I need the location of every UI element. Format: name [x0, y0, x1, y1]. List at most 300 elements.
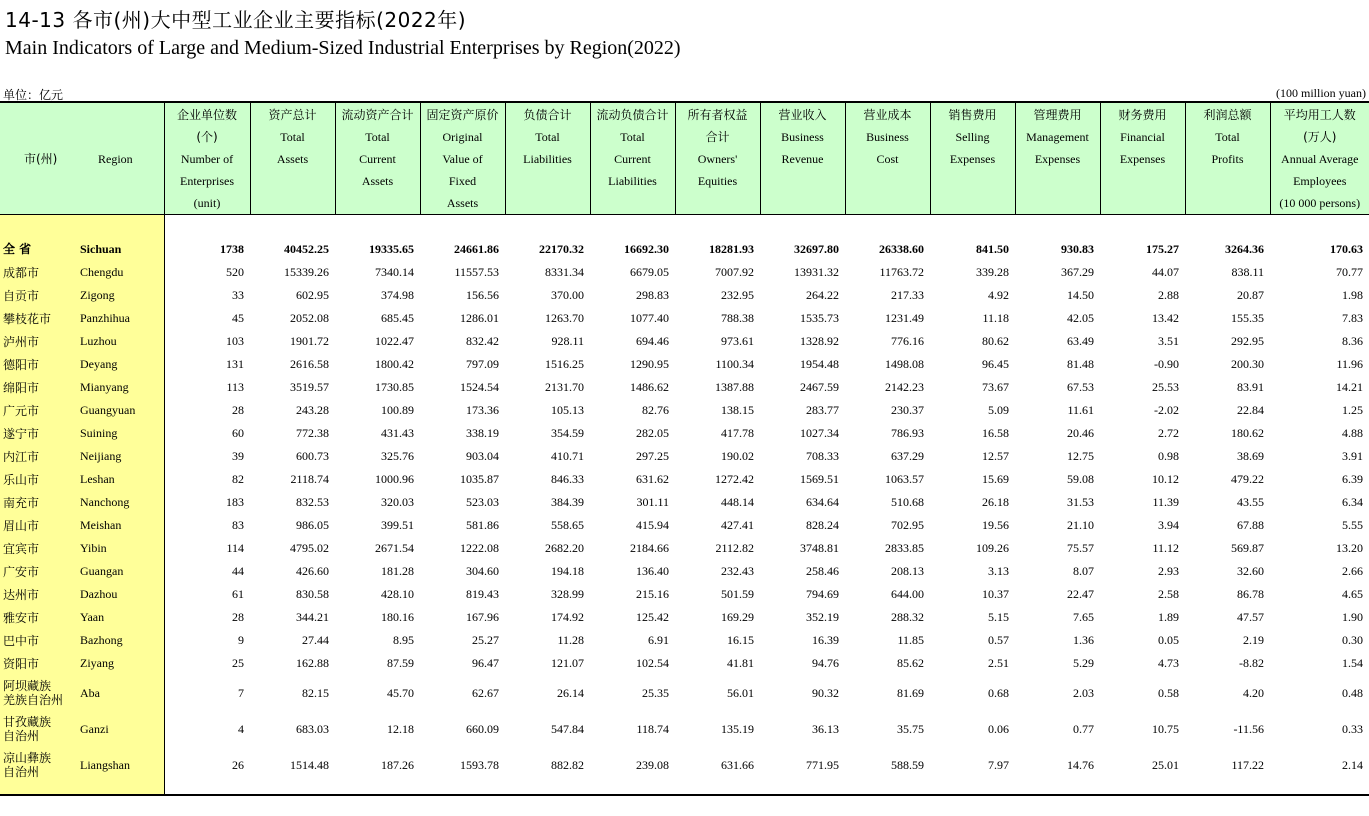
value-cell: 352.19	[806, 610, 839, 624]
value-cell: 320.03	[381, 495, 414, 509]
spacer-cell	[1100, 215, 1185, 238]
column-header	[505, 102, 590, 215]
value-cell: 426.60	[296, 564, 329, 578]
header-en-label: Total	[280, 130, 305, 144]
value-cell: 2184.66	[630, 541, 669, 555]
value-cell: 43.55	[1237, 495, 1264, 509]
table-row	[0, 514, 1369, 537]
value-cell: 11557.53	[454, 265, 499, 279]
spacer-cell	[1015, 215, 1100, 238]
value-cell: 26338.60	[879, 241, 924, 256]
header-cn-label: 平均用工人数	[1283, 108, 1356, 122]
value-cell: 70.77	[1336, 265, 1363, 279]
header-en-label: Total	[1215, 130, 1240, 144]
table-row	[0, 284, 1369, 307]
spacer-cell	[930, 215, 1015, 238]
value-cell: 26.18	[982, 495, 1009, 509]
value-cell: 0.05	[1158, 633, 1179, 647]
value-cell: 819.43	[466, 587, 499, 601]
header-cn-label: 流动负债合计	[596, 108, 669, 122]
value-cell: 156.56	[466, 288, 499, 302]
header-en-label: Financial	[1120, 130, 1165, 144]
column-header	[335, 102, 420, 215]
value-cell: 3.13	[988, 564, 1009, 578]
value-cell: 82	[232, 472, 244, 486]
value-cell: 1.54	[1342, 656, 1363, 670]
region-cn: 南充市	[0, 491, 80, 514]
value-cell: 258.46	[806, 564, 839, 578]
region-cn: 自贡市	[0, 284, 80, 307]
value-cell: 1286.01	[460, 311, 499, 325]
value-cell: 631.62	[636, 472, 669, 486]
header-cn-label: 资产总计	[268, 108, 317, 122]
value-cell: 479.22	[1231, 472, 1264, 486]
header-en-label: Number of	[180, 152, 234, 166]
table-row	[0, 606, 1369, 629]
region-cn: 资阳市	[0, 652, 80, 675]
page-title-en: Main Indicators of Large and Medium-Sized Industrial Enterprises by Region(2022)	[5, 37, 681, 59]
value-cell: 183	[226, 495, 244, 509]
value-cell: 794.69	[806, 587, 839, 601]
value-cell: 0.48	[1342, 685, 1363, 700]
value-cell: 786.93	[891, 426, 924, 440]
value-cell: 2467.59	[800, 380, 839, 394]
value-cell: 1231.49	[885, 311, 924, 325]
value-cell: 81.48	[1067, 357, 1094, 371]
region-en: Aba	[80, 675, 164, 711]
value-cell: 708.33	[806, 449, 839, 463]
value-cell: 338.19	[466, 426, 499, 440]
value-cell: 1593.78	[460, 757, 499, 772]
value-cell: 292.95	[1231, 334, 1264, 348]
header-cn-label: 销售费用	[948, 108, 997, 122]
value-cell: 9	[238, 633, 244, 647]
table-row	[0, 560, 1369, 583]
value-cell: 2682.20	[545, 541, 584, 555]
value-cell: 16.39	[812, 633, 839, 647]
value-cell: 2671.54	[375, 541, 414, 555]
header-en-label: Business	[781, 130, 824, 144]
value-cell: 131	[226, 357, 244, 371]
header-en-label: Expenses	[949, 152, 996, 166]
value-cell: 370.00	[551, 288, 584, 302]
value-cell: 1901.72	[290, 334, 329, 348]
value-cell: 1730.85	[375, 380, 414, 394]
value-cell: 25.01	[1152, 757, 1179, 772]
value-cell: 7	[238, 685, 244, 700]
value-cell: 367.29	[1061, 265, 1094, 279]
header-en-label: Assets	[446, 196, 479, 210]
column-header	[1100, 102, 1185, 215]
value-cell: 325.76	[381, 449, 414, 463]
value-cell: 11.18	[982, 311, 1009, 325]
value-cell: 13.42	[1152, 311, 1179, 325]
value-cell: 5.29	[1073, 656, 1094, 670]
value-cell: 427.41	[721, 518, 754, 532]
value-cell: 16692.30	[624, 241, 669, 256]
value-cell: 694.46	[636, 334, 669, 348]
value-cell: 328.99	[551, 587, 584, 601]
header-en-label: Region	[98, 152, 133, 166]
value-cell: 685.45	[381, 311, 414, 325]
header-en-label: (10 000 persons)	[1279, 196, 1361, 210]
value-cell: 8.36	[1342, 334, 1363, 348]
value-cell: 4	[238, 721, 244, 736]
value-cell: 523.03	[466, 495, 499, 509]
table-row	[0, 747, 1369, 783]
value-cell: -2.02	[1154, 403, 1179, 417]
value-cell: 15.69	[982, 472, 1009, 486]
value-cell: 121.07	[551, 656, 584, 670]
value-cell: 44.07	[1152, 265, 1179, 279]
value-cell: 6.34	[1342, 495, 1363, 509]
table-row	[0, 629, 1369, 652]
column-header	[590, 102, 675, 215]
header-en-label: Total	[620, 130, 645, 144]
value-cell: 520	[226, 265, 244, 279]
value-cell: 1569.51	[800, 472, 839, 486]
value-cell: 428.10	[381, 587, 414, 601]
value-cell: 1222.08	[460, 541, 499, 555]
value-cell: 96.47	[472, 656, 499, 670]
spacer-cell	[250, 215, 335, 238]
value-cell: 82.15	[302, 685, 329, 700]
value-cell: 20.87	[1237, 288, 1264, 302]
value-cell: 846.33	[551, 472, 584, 486]
header-en-label: Employees	[1293, 174, 1347, 188]
region-en: Yaan	[80, 606, 164, 629]
value-cell: 3.91	[1342, 449, 1363, 463]
value-cell: 660.09	[466, 721, 499, 736]
spacer-cell	[0, 783, 80, 795]
value-cell: 1263.70	[545, 311, 584, 325]
value-cell: -0.90	[1154, 357, 1179, 371]
header-row	[0, 102, 1369, 215]
value-cell: 3.94	[1158, 518, 1179, 532]
value-cell: 637.29	[891, 449, 924, 463]
value-cell: 1290.95	[630, 357, 669, 371]
value-cell: 173.36	[466, 403, 499, 417]
spacer-cell	[164, 783, 250, 795]
value-cell: 1800.42	[375, 357, 414, 371]
header-en-label: (万人)	[1303, 130, 1337, 144]
spacer-cell	[1100, 783, 1185, 795]
value-cell: 1.98	[1342, 288, 1363, 302]
value-cell: 60	[232, 426, 244, 440]
spacer-cell	[335, 783, 420, 795]
value-cell: 230.37	[891, 403, 924, 417]
value-cell: 45	[232, 311, 244, 325]
value-cell: 4.92	[988, 288, 1009, 302]
header-cn-label: 负债合计	[523, 108, 572, 122]
value-cell: 10.37	[982, 587, 1009, 601]
unit-label-cn: 单位：亿元	[3, 88, 64, 102]
column-header	[1185, 102, 1270, 215]
value-cell: 1022.47	[375, 334, 414, 348]
value-cell: 100.89	[381, 403, 414, 417]
spacer-cell	[760, 215, 845, 238]
header-en-label: Revenue	[781, 152, 824, 166]
region-en: Zigong	[80, 284, 164, 307]
region-cn: 泸州市	[0, 330, 80, 353]
value-cell: 354.59	[551, 426, 584, 440]
value-cell: 32697.80	[794, 241, 839, 256]
value-cell: 59.08	[1067, 472, 1094, 486]
value-cell: 208.13	[891, 564, 924, 578]
region-cn: 德阳市	[0, 353, 80, 376]
value-cell: 16.15	[727, 633, 754, 647]
value-cell: 90.32	[812, 685, 839, 700]
value-cell: 838.11	[1231, 265, 1264, 279]
value-cell: 155.35	[1231, 311, 1264, 325]
header-en-label: Total	[535, 130, 560, 144]
value-cell: 283.77	[806, 403, 839, 417]
value-cell: 298.83	[636, 288, 669, 302]
value-cell: 2.66	[1342, 564, 1363, 578]
spacer-cell	[1015, 783, 1100, 795]
region-cn: 雅安市	[0, 606, 80, 629]
region-en: Ganzi	[80, 711, 164, 747]
value-cell: 1027.34	[800, 426, 839, 440]
value-cell: 109.26	[976, 541, 1009, 555]
value-cell: 25.35	[642, 685, 669, 700]
value-cell: 162.88	[296, 656, 329, 670]
value-cell: 0.57	[988, 633, 1009, 647]
value-cell: 2142.23	[885, 380, 924, 394]
value-cell: 297.25	[636, 449, 669, 463]
table-row	[0, 353, 1369, 376]
value-cell: 882.82	[551, 757, 584, 772]
region-en: Luzhou	[80, 330, 164, 353]
value-cell: 1498.08	[885, 357, 924, 371]
spacer-cell	[930, 783, 1015, 795]
value-cell: 5.55	[1342, 518, 1363, 532]
value-cell: 18281.93	[709, 241, 754, 256]
spacer-cell	[760, 783, 845, 795]
value-cell: 702.95	[891, 518, 924, 532]
header-cn-label: 利润总额	[1203, 108, 1252, 122]
value-cell: 1514.48	[290, 757, 329, 772]
value-cell: 22.84	[1237, 403, 1264, 417]
value-cell: 63.49	[1067, 334, 1094, 348]
column-header	[420, 102, 505, 215]
value-cell: 21.10	[1067, 518, 1094, 532]
value-cell: 1516.25	[545, 357, 584, 371]
value-cell: 125.42	[636, 610, 669, 624]
value-cell: 2.03	[1073, 685, 1094, 700]
value-cell: 38.69	[1237, 449, 1264, 463]
value-cell: 1.90	[1342, 610, 1363, 624]
column-header	[164, 102, 250, 215]
value-cell: 2052.08	[290, 311, 329, 325]
value-cell: 1100.34	[715, 357, 754, 371]
table-row	[0, 237, 1369, 261]
value-cell: 232.95	[721, 288, 754, 302]
value-cell: 174.92	[551, 610, 584, 624]
region-en: Deyang	[80, 353, 164, 376]
spacer-cell	[1270, 215, 1369, 238]
header-cn-label: 营业成本	[863, 108, 912, 122]
table-row	[0, 583, 1369, 606]
region-en: Dazhou	[80, 583, 164, 606]
value-cell: 282.05	[636, 426, 669, 440]
value-cell: 117.22	[1231, 757, 1264, 772]
header-en-label: Value of	[442, 152, 483, 166]
header-en-label: Selling	[955, 130, 990, 144]
value-cell: 2.58	[1158, 587, 1179, 601]
table-row	[0, 261, 1369, 284]
value-cell: 448.14	[721, 495, 754, 509]
value-cell: 644.00	[891, 587, 924, 601]
value-cell: 2.72	[1158, 426, 1179, 440]
value-cell: 8.95	[393, 633, 414, 647]
value-cell: 602.95	[296, 288, 329, 302]
table-row	[0, 399, 1369, 422]
spacer-cell	[845, 783, 930, 795]
value-cell: 3264.36	[1225, 241, 1264, 256]
header-cn-label: 市(州)	[24, 152, 58, 166]
table-row	[0, 422, 1369, 445]
spacer-cell	[845, 215, 930, 238]
value-cell: 103	[226, 334, 244, 348]
region-cn: 巴中市	[0, 629, 80, 652]
header-cn-label: 流动资产合计	[341, 108, 414, 122]
value-cell: 12.18	[387, 721, 414, 736]
value-cell: 2.51	[988, 656, 1009, 670]
header-cn-label: 营业收入	[778, 108, 827, 122]
value-cell: 510.68	[891, 495, 924, 509]
table-row	[0, 445, 1369, 468]
header-en-label: Enterprises	[180, 174, 234, 188]
value-cell: 986.05	[296, 518, 329, 532]
value-cell: 1000.96	[375, 472, 414, 486]
spacer-cell	[164, 215, 250, 238]
value-cell: 25.53	[1152, 380, 1179, 394]
spacer-cell	[505, 783, 590, 795]
value-cell: 20.46	[1067, 426, 1094, 440]
value-cell: 7.65	[1073, 610, 1094, 624]
value-cell: 11.39	[1152, 495, 1179, 509]
value-cell: 417.78	[721, 426, 754, 440]
value-cell: 1.25	[1342, 403, 1363, 417]
value-cell: -11.56	[1233, 721, 1264, 736]
region-cn: 达州市	[0, 583, 80, 606]
spacer-row	[0, 215, 1369, 238]
unit-label-en: (100 million yuan)	[1276, 86, 1366, 100]
value-cell: 1.89	[1158, 610, 1179, 624]
value-cell: 62.67	[472, 685, 499, 700]
value-cell: 10.12	[1152, 472, 1179, 486]
value-cell: 11.61	[1067, 403, 1094, 417]
value-cell: 631.66	[721, 757, 754, 772]
header-en-label: Management	[1026, 130, 1089, 144]
value-cell: 32.60	[1237, 564, 1264, 578]
value-cell: 7340.14	[375, 265, 414, 279]
spacer-cell	[420, 783, 505, 795]
value-cell: 11.85	[897, 633, 924, 647]
value-cell: 7.83	[1342, 311, 1363, 325]
value-cell: 11.28	[557, 633, 584, 647]
value-cell: 410.71	[551, 449, 584, 463]
value-cell: 10.75	[1152, 721, 1179, 736]
value-cell: 31.53	[1067, 495, 1094, 509]
spacer-cell	[1270, 783, 1369, 795]
value-cell: 80.62	[982, 334, 1009, 348]
value-cell: 13931.32	[794, 265, 839, 279]
value-cell: 22.47	[1067, 587, 1094, 601]
value-cell: 2833.85	[885, 541, 924, 555]
value-cell: 0.98	[1158, 449, 1179, 463]
table-row	[0, 330, 1369, 353]
value-cell: 384.39	[551, 495, 584, 509]
value-cell: 25.27	[472, 633, 499, 647]
region-cn: 广元市	[0, 399, 80, 422]
value-cell: 600.73	[296, 449, 329, 463]
value-cell: 558.65	[551, 518, 584, 532]
spacer-cell	[590, 215, 675, 238]
region-cn: 全 省	[0, 237, 80, 261]
value-cell: 547.84	[551, 721, 584, 736]
value-cell: 2.14	[1342, 757, 1363, 772]
value-cell: 683.03	[296, 721, 329, 736]
value-cell: 19.56	[982, 518, 1009, 532]
spacer-cell	[0, 215, 80, 238]
value-cell: 0.58	[1158, 685, 1179, 700]
column-header	[760, 102, 845, 215]
value-cell: 25	[232, 656, 244, 670]
value-cell: 4.88	[1342, 426, 1363, 440]
value-cell: 28	[232, 403, 244, 417]
value-cell: 22170.32	[539, 241, 584, 256]
table-row	[0, 711, 1369, 747]
header-en-label: Cost	[876, 152, 899, 166]
value-cell: 33	[232, 288, 244, 302]
spacer-cell	[335, 215, 420, 238]
value-cell: 288.32	[891, 610, 924, 624]
value-cell: 7007.92	[715, 265, 754, 279]
value-cell: 83	[232, 518, 244, 532]
value-cell: 797.09	[466, 357, 499, 371]
value-cell: 771.95	[806, 757, 839, 772]
value-cell: 772.38	[296, 426, 329, 440]
value-cell: 2112.82	[715, 541, 754, 555]
value-cell: 588.59	[891, 757, 924, 772]
value-cell: 15339.26	[284, 265, 329, 279]
value-cell: 0.33	[1342, 721, 1363, 736]
table-row	[0, 491, 1369, 514]
value-cell: 2.93	[1158, 564, 1179, 578]
value-cell: 170.63	[1330, 241, 1363, 256]
value-cell: 82.76	[642, 403, 669, 417]
value-cell: 1486.62	[630, 380, 669, 394]
value-cell: 12.75	[1067, 449, 1094, 463]
region-cn: 绵阳市	[0, 376, 80, 399]
value-cell: 3748.81	[800, 541, 839, 555]
table-row	[0, 675, 1369, 711]
value-cell: 2.19	[1243, 633, 1264, 647]
value-cell: 36.13	[812, 721, 839, 736]
value-cell: 569.87	[1231, 541, 1264, 555]
region-cn: 宜宾市	[0, 537, 80, 560]
column-header	[845, 102, 930, 215]
value-cell: 1035.87	[460, 472, 499, 486]
table-row	[0, 537, 1369, 560]
value-cell: 14.21	[1336, 380, 1363, 394]
region-en: Panzhihua	[80, 307, 164, 330]
spacer-row	[0, 783, 1369, 795]
header-en-label: Profits	[1211, 152, 1244, 166]
header-en-label: 合计	[705, 130, 730, 144]
